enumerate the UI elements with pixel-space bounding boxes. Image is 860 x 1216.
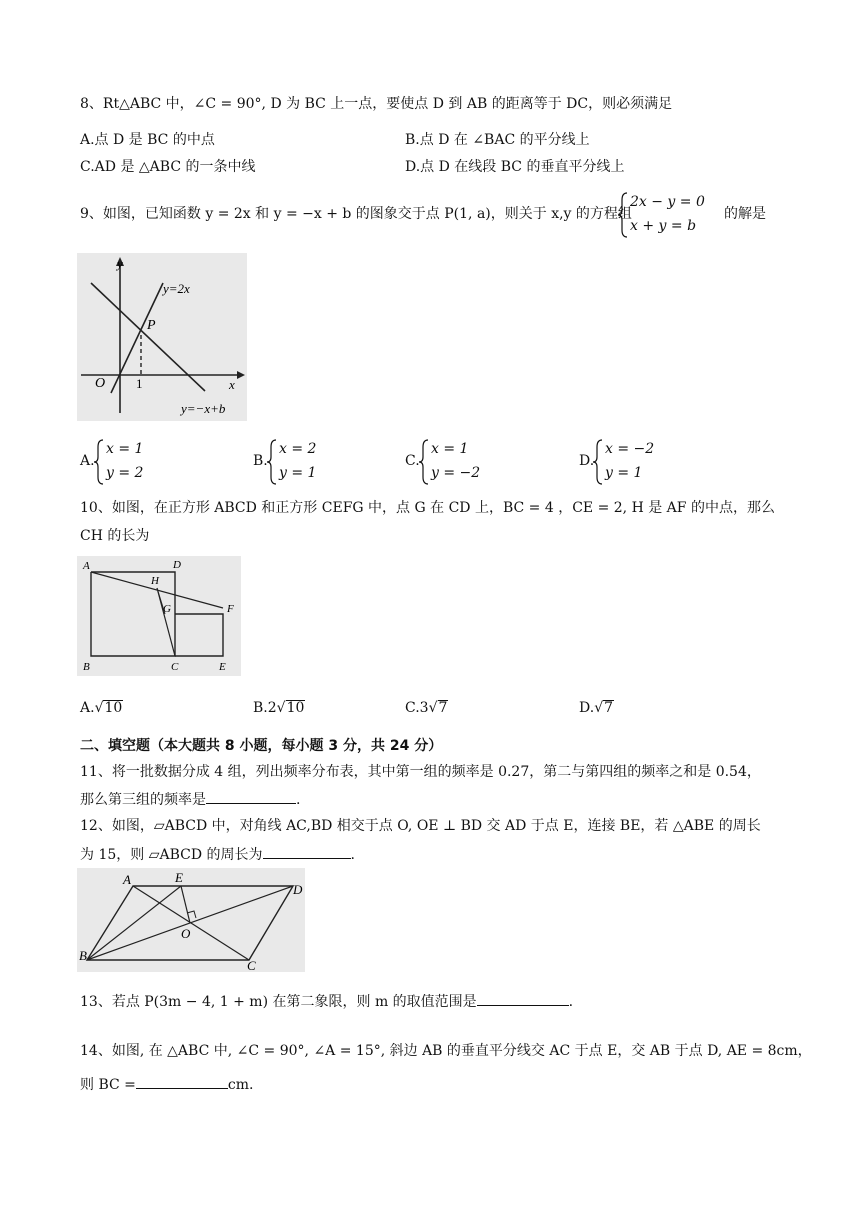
q9-option-b-row-1: x = 2 xyxy=(279,441,317,457)
q8-option-b: B.点 D 在 ∠BAC 的平分线上 xyxy=(405,132,590,148)
square-cefg xyxy=(175,614,223,656)
q12-line2-text: 为 15，则 ▱ABCD 的周长为 xyxy=(80,847,263,863)
q11-line2 xyxy=(80,789,300,810)
section-2-heading: 二、填空题（本大题共 8 小题，每小题 3 分，共 24 分） xyxy=(80,738,443,754)
label-e: E xyxy=(175,870,183,885)
q9-option-a-row-1: x = 1 xyxy=(106,441,144,457)
label-b: B xyxy=(83,661,90,673)
q9-option-c-row-2: y = −2 xyxy=(431,465,481,481)
segment-be xyxy=(87,886,181,960)
q10-option-c-radicand: 7 xyxy=(438,700,448,716)
tick-one-label: 1 xyxy=(136,376,143,391)
q11-line1: 11、将一批数据分成 4 组，列出频率分布表，其中第一组的频率是 0.27，第二与第四组的频率之和是 0.54， xyxy=(80,764,761,780)
left-brace-icon xyxy=(419,439,429,485)
x-axis-arrow-icon xyxy=(237,371,245,379)
q13-answer-blank[interactable] xyxy=(477,991,569,1006)
q9-option-c-letter: C. xyxy=(405,453,420,469)
q10-squares-diagram xyxy=(77,556,241,676)
sqrt-icon: √ xyxy=(594,700,604,716)
sqrt-icon: √ xyxy=(428,700,438,716)
q9-option-d-row-2: y = 1 xyxy=(605,465,643,481)
label-g: G xyxy=(163,603,171,615)
q10-squares-figure xyxy=(77,556,241,676)
q13-text: 13、若点 P(3m − 4, 1 + m) 在第二象限，则 m 的取值范围是 xyxy=(80,994,477,1010)
label-o: O xyxy=(181,926,191,941)
q9-option-a-system xyxy=(94,437,174,487)
q14-answer-blank[interactable] xyxy=(136,1074,228,1089)
q12-parallelogram-diagram xyxy=(77,868,305,972)
label-d: D xyxy=(293,882,303,897)
q8-option-d: D.点 D 在线段 BC 的垂直平分线上 xyxy=(405,159,625,175)
q9-graph xyxy=(77,253,247,421)
q10-option-d xyxy=(579,698,614,718)
q10-option-a xyxy=(80,698,123,718)
q14-line2 xyxy=(80,1074,253,1095)
q10-stem-line2: CH 的长为 xyxy=(80,528,150,544)
q13-line xyxy=(80,991,573,1012)
q8-stem: 8、Rt△ABC 中，∠C = 90°, D 为 BC 上一点，要使点 D 到 AB 的距离等于 DC，则必须满足 xyxy=(80,96,673,112)
left-brace-icon xyxy=(593,439,603,485)
y-axis-label: y xyxy=(117,256,123,271)
q14-line2-end: cm. xyxy=(227,1077,254,1093)
q9-graph-figure xyxy=(77,253,247,421)
q10-option-b-coef: 2 xyxy=(267,700,277,716)
q9-option-a-row-2: y = 2 xyxy=(106,465,144,481)
q9-option-a-letter: A. xyxy=(80,453,95,469)
sqrt-icon: √ xyxy=(94,700,104,716)
q11-answer-blank[interactable] xyxy=(206,789,296,804)
label-f: F xyxy=(227,603,234,615)
label-d: D xyxy=(173,559,181,571)
q9-equation-system xyxy=(618,190,728,240)
origin-label: O xyxy=(95,376,106,391)
sqrt-icon: √ xyxy=(276,700,286,716)
q12-end: . xyxy=(350,847,355,863)
q9-equation-1: 2x − y = 0 xyxy=(630,194,705,210)
q10-option-c-letter: C. xyxy=(405,700,420,716)
q9-option-b-letter: B. xyxy=(253,453,268,469)
q9-option-b-row-2: y = 1 xyxy=(279,465,317,481)
label-a: A xyxy=(83,560,90,572)
left-brace-icon xyxy=(618,192,628,238)
label-e: E xyxy=(219,661,226,673)
q10-option-b-radicand: 10 xyxy=(286,700,305,716)
left-brace-icon xyxy=(94,439,104,485)
q12-line1: 12、如图，▱ABCD 中，对角线 AC,BD 相交于点 O, OE ⊥ BD 交 AD 于点 E，连接 BE，若 △ABE 的周长 xyxy=(80,818,761,834)
q10-option-c-coef: 3 xyxy=(419,700,429,716)
q11-end: . xyxy=(296,792,301,808)
point-p-label: P xyxy=(147,318,156,333)
q9-option-d-letter: D. xyxy=(579,453,595,469)
q9-stem-end: 的解是 xyxy=(724,206,766,222)
q10-stem-line1: 10、如图，在正方形 ABCD 和正方形 CEFG 中，点 G 在 CD 上，BC = 4 ，CE = 2, H 是 AF 的中点，那么 xyxy=(80,500,775,516)
q10-option-b xyxy=(253,698,305,718)
q12-answer-blank[interactable] xyxy=(263,844,351,859)
q10-option-a-radicand: 10 xyxy=(104,700,123,716)
line2-label: y=−x+b xyxy=(181,401,226,416)
q14-line1: 14、如图, 在 △ABC 中, ∠C = 90°, ∠A = 15°, 斜边 AB 的垂直平分线交 AC 于点 E，交 AB 于点 D, AE = 8cm， xyxy=(80,1043,812,1059)
q9-option-b-system xyxy=(267,437,347,487)
label-c: C xyxy=(247,958,256,972)
label-h: H xyxy=(151,575,159,587)
label-b: B xyxy=(79,948,87,963)
q10-option-b-letter: B. xyxy=(253,700,268,716)
q12-line2 xyxy=(80,844,355,865)
q9-option-d-row-1: x = −2 xyxy=(605,441,655,457)
q9-equation-2: x + y = b xyxy=(630,218,697,234)
x-axis-label: x xyxy=(229,377,235,392)
q10-option-d-radicand: 7 xyxy=(604,700,614,716)
q14-line2-start: 则 BC = xyxy=(80,1077,136,1093)
label-c: C xyxy=(171,661,179,673)
q9-option-c-system xyxy=(419,437,499,487)
q8-option-c: C.AD 是 △ABC 的一条中线 xyxy=(80,159,256,175)
line1-label: y=2x xyxy=(163,281,190,296)
q9-option-d-system xyxy=(593,437,673,487)
q10-option-a-letter: A. xyxy=(80,700,95,716)
q12-parallelogram-figure xyxy=(77,868,305,972)
left-brace-icon xyxy=(267,439,277,485)
q13-end: . xyxy=(568,994,574,1010)
q9-option-c-row-1: x = 1 xyxy=(431,441,469,457)
q10-option-d-letter: D. xyxy=(579,700,595,716)
q9-stem: 9、如图，已知函数 y = 2x 和 y = −x + b 的图象交于点 P(1, a)，则关于 x,y 的方程组 xyxy=(80,206,632,222)
q8-option-a: A.点 D 是 BC 的中点 xyxy=(80,132,215,148)
label-a: A xyxy=(123,872,131,887)
q10-option-c xyxy=(405,698,448,718)
q11-line2-text: 那么第三组的频率是 xyxy=(80,792,206,808)
